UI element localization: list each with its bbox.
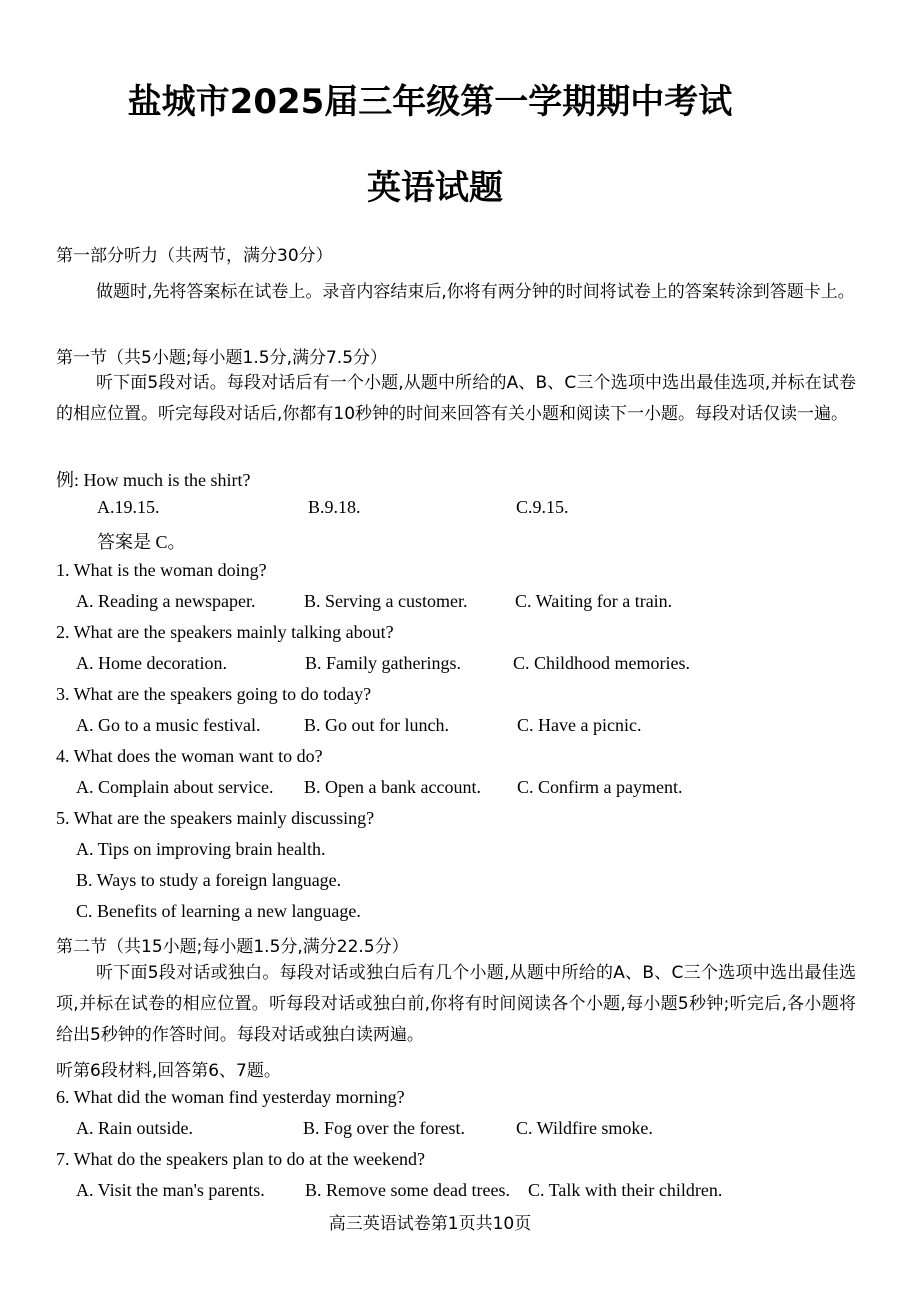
section2-instruction: 听下面5段对话或独白。每段对话或独白后有几个小题,从题中所给的A、B、C三个选项中选出最佳选项,并标在试卷的相应位置。听每段对话或独白前,你将有时间阅读各个小题,每小题5秒钟;听完后,各小题将给出5秒钟的作答时间。每段对话或独白读两遍。 <box>56 963 856 1045</box>
section1-heading: 第一节（共5小题;每小题1.5分,满分7.5分） <box>56 348 388 368</box>
q6-option-c: C. Wildfire smoke. <box>516 1118 653 1138</box>
part1-instruction: 做题时,先将答案标在试卷上。录音内容结束后,你将有两分钟的时间将试卷上的答案转涂到答题卡上。 <box>96 282 855 302</box>
question-7: 7. What do the speakers plan to do at the weekend? <box>56 1149 426 1169</box>
example-option-c: C.9.15. <box>516 497 569 517</box>
q5-option-c: C. Benefits of learning a new language. <box>76 901 361 921</box>
example-answer: 答案是 C。 <box>97 532 186 552</box>
question-1: 1. What is the woman doing? <box>56 560 267 580</box>
q7-option-b: B. Remove some dead trees. <box>305 1180 510 1200</box>
question-4: 4. What does the woman want to do? <box>56 746 323 766</box>
q5-option-b: B. Ways to study a foreign language. <box>76 870 342 890</box>
exam-title: 盐城市2025届三年级第一学期期中考试 <box>127 82 733 122</box>
question-5: 5. What are the speakers mainly discussing? <box>56 808 375 828</box>
q3-option-c: C. Have a picnic. <box>517 715 642 735</box>
q5-option-a: A. Tips on improving brain health. <box>76 839 326 859</box>
q1-option-b: B. Serving a customer. <box>304 591 468 611</box>
part1-heading: 第一部分听力（共两节，满分30分） <box>56 246 333 266</box>
example-option-b: B.9.18. <box>308 497 361 517</box>
q3-option-a: A. Go to a music festival. <box>76 715 261 735</box>
q4-option-c: C. Confirm a payment. <box>517 777 683 797</box>
question-6: 6. What did the woman find yesterday morning? <box>56 1087 405 1107</box>
example-option-a: A.19.15. <box>97 497 160 517</box>
example-prompt: 例: How much is the shirt? <box>56 470 251 490</box>
q1-option-a: A. Reading a newspaper. <box>76 591 256 611</box>
q6-option-b: B. Fog over the forest. <box>303 1118 465 1138</box>
q2-option-a: A. Home decoration. <box>76 653 227 673</box>
exam-subtitle: 英语试题 <box>367 168 503 208</box>
page-footer: 高三英语试卷第1页共10页 <box>328 1214 532 1234</box>
material-6-note: 听第6段材料,回答第6、7题。 <box>56 1061 281 1081</box>
question-3: 3. What are the speakers going to do today? <box>56 684 372 704</box>
q2-option-c: C. Childhood memories. <box>513 653 690 673</box>
q7-option-a: A. Visit the man's parents. <box>76 1180 265 1200</box>
question-2: 2. What are the speakers mainly talking about? <box>56 622 394 642</box>
q3-option-b: B. Go out for lunch. <box>304 715 449 735</box>
section2-heading: 第二节（共15小题;每小题1.5分,满分22.5分） <box>56 937 409 957</box>
q7-option-c: C. Talk with their children. <box>528 1180 723 1200</box>
q2-option-b: B. Family gatherings. <box>305 653 461 673</box>
section1-instruction: 听下面5段对话。每段对话后有一个小题,从题中所给的A、B、C三个选项中选出最佳选项,并标在试卷的相应位置。听完每段对话后,你都有10秒钟的时间来回答有关小题和阅读下一小题。每段对话仅读一遍。 <box>56 373 856 424</box>
q4-option-a: A. Complain about service. <box>76 777 274 797</box>
q1-option-c: C. Waiting for a train. <box>515 591 673 611</box>
q6-option-a: A. Rain outside. <box>76 1118 193 1138</box>
q4-option-b: B. Open a bank account. <box>304 777 481 797</box>
